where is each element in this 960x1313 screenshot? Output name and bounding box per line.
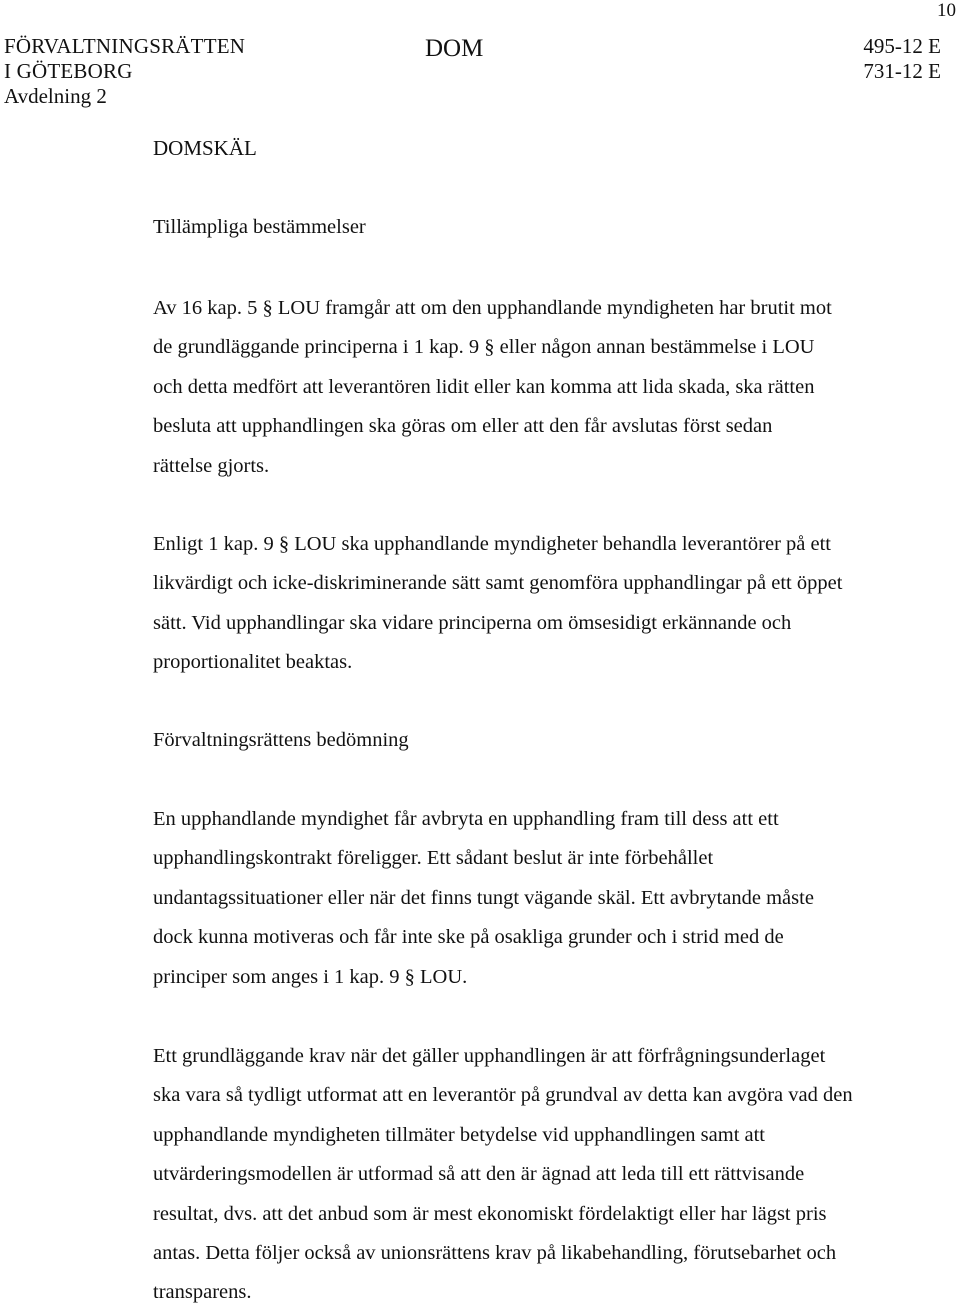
paragraph-2: Enligt 1 kap. 9 § LOU ska upphandlande myndigheter behandla leverantörer på ett likvärdigt och icke-diskriminerande sätt samt genomföra upphandlingar på ett öppet sätt. Vid upphandlingar ska vidare principerna om ömsesidigt erkännande och proportionalitet beaktas.: [153, 533, 843, 674]
document-type: DOM: [425, 35, 484, 62]
paragraph-4: Ett grundläggande krav när det gäller upphandlingen är att förfrågningsunderlaget ska vara så tydligt utformat att en leverantör på grundval av detta kan avgöra vad den upphandlande myndigheten tillmäter betydelse vid upphandlingen samt att utvärderingsmodellen är utformad så att den är ägnad att leda till ett rättvisande resultat, dvs. att det anbud som är mest ekonomiskt fördelaktigt eller har lägst pris antas. Detta följer också av unionsrättens krav på likabehandling, förutsebarhet och transparens.: [153, 1045, 853, 1304]
case-numbers-block: [863, 34, 941, 84]
court-name-line1: FÖRVALTNINGSRÄTTEN: [4, 34, 246, 58]
court-name-line2: I GÖTEBORG: [4, 59, 133, 83]
main-heading: DOMSKÄL: [153, 136, 257, 160]
case-number-1: 495-12 E: [863, 34, 941, 58]
division-label: Avdelning 2: [4, 84, 107, 108]
paragraph-3: En upphandlande myndighet får avbryta en upphandling fram till dess att ett upphandlingskontrakt föreligger. Ett sådant beslut är inte förbehållet undantagssituationer eller när det finns tungt vägande skäl. Ett avbrytande måste dock kunna motiveras och får inte ske på osakliga grunder och i strid med de principer som anges i 1 kap. 9 § LOU.: [153, 808, 814, 988]
page-number: 10: [937, 0, 956, 21]
section-heading-applicable-provisions: Tillämpliga bestämmelser: [153, 216, 366, 238]
section-heading-court-assessment: Förvaltningsrättens bedömning: [153, 729, 409, 751]
paragraph-1: Av 16 kap. 5 § LOU framgår att om den upphandlande myndigheten har brutit mot de grundläggande principerna i 1 kap. 9 § eller någon annan bestämmelse i LOU och detta medfört att leverantören lidit eller kan komma att lida skada, ska rätten besluta att upphandlingen ska göras om eller att den får avslutas först sedan rättelse gjorts.: [153, 297, 832, 477]
case-number-2: 731-12 E: [863, 59, 941, 83]
court-name-block: [4, 34, 245, 109]
